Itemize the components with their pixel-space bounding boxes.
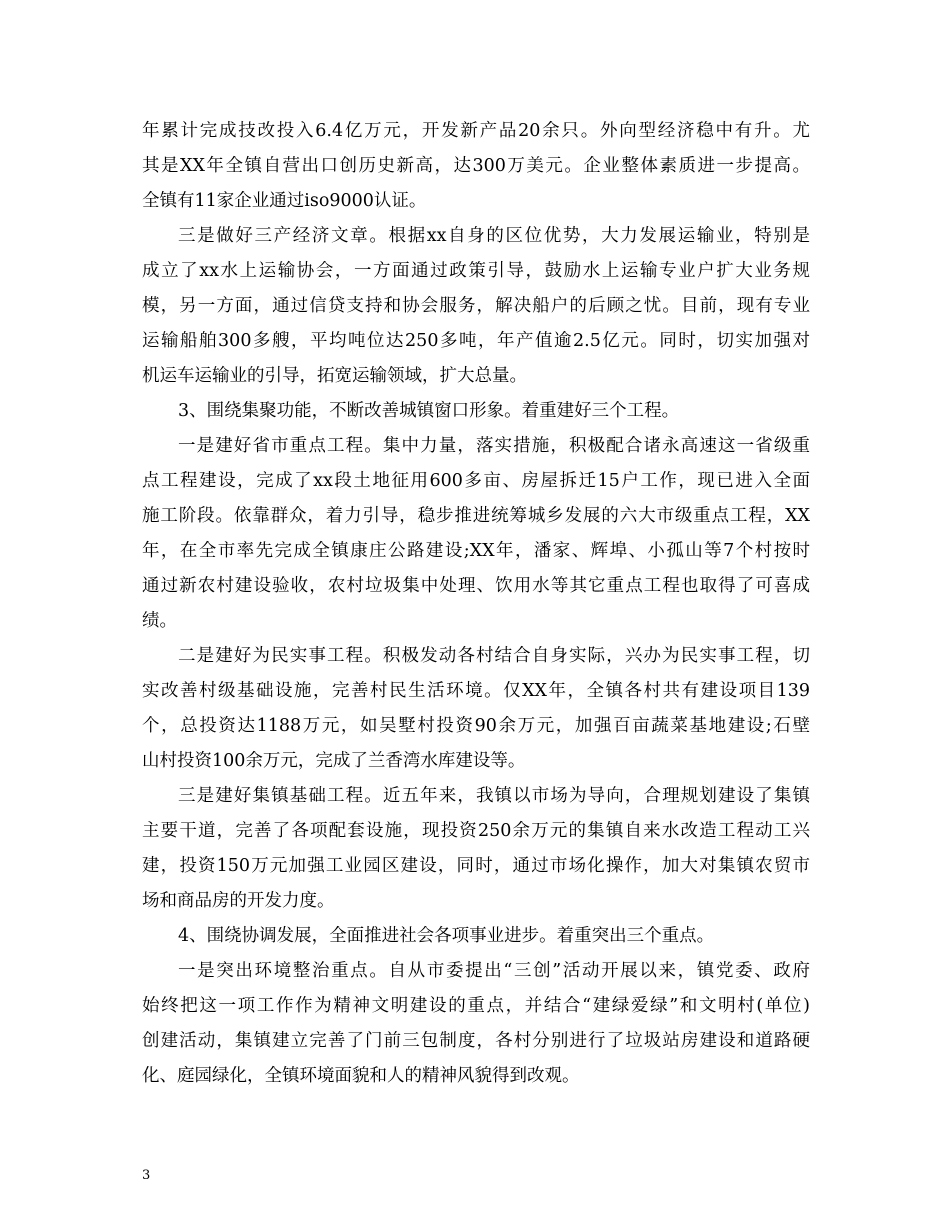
- text-line: 实改善村级基础设施，完善村民生活环境。仅XX年，全镇各村共有建设项目139: [142, 681, 810, 701]
- text-line: 创建活动，集镇建立完善了门前三包制度，各村分别进行了垃圾站房建设和道路硬: [142, 1031, 810, 1051]
- text-line: 山村投资100余万元，完成了兰香湾水库建设等。: [142, 751, 526, 771]
- text-line: 个，总投资达1188万元，如吴墅村投资90余万元，加强百亩蔬菜基地建设;石壁: [142, 716, 810, 736]
- text-line: 三是做好三产经济文章。根据xx自身的区位优势，大力发展运输业，特别是: [178, 226, 810, 246]
- text-line: 主要干道，完善了各项配套设施，现投资250余万元的集镇自来水改造工程动工兴: [142, 821, 810, 841]
- text-line: 成立了xx水上运输协会，一方面通过政策引导，鼓励水上运输专业户扩大业务规: [142, 261, 810, 281]
- body-text: [142, 114, 810, 1094]
- text-line: 建，投资150万元加强工业园区建设，同时，通过市场化操作，加大对集镇农贸市: [142, 856, 810, 876]
- text-line: 一是建好省市重点工程。集中力量，落实措施，积极配合诸永高速这一省级重: [178, 436, 810, 456]
- text-line: 其是XX年全镇自营出口创历史新高，达300万美元。企业整体素质进一步提高。: [142, 156, 810, 176]
- text-line: 三是建好集镇基础工程。近五年来，我镇以市场为导向，合理规划建设了集镇: [178, 786, 810, 806]
- text-line: 模，另一方面，通过信贷支持和协会服务，解决船户的后顾之忧。目前，现有专业: [142, 296, 810, 316]
- page-number: 3: [142, 1168, 151, 1183]
- text-line: 化、庭园绿化，全镇环境面貌和人的精神风貌得到改观。: [142, 1066, 580, 1086]
- text-line: 全镇有11家企业通过iso9000认证。: [142, 191, 427, 211]
- text-line: 运输船舶300多艘，平均吨位达250多吨，年产值逾2.5亿元。同时，切实加强对: [142, 331, 810, 351]
- section-heading: 4、围绕协调发展，全面推进社会各项事业进步。着重突出三个重点。: [178, 926, 715, 946]
- text-line: 场和商品房的开发力度。: [142, 891, 335, 911]
- text-line: 年累计完成技改投入6.4亿万元，开发新产品20余只。外向型经济稳中有升。尤: [142, 121, 810, 141]
- text-line: 年，在全市率先完成全镇康庄公路建设;XX年，潘家、辉埠、小孤山等7个村按时: [142, 541, 810, 561]
- text-line: 绩。: [142, 611, 177, 631]
- text-line: 机运车运输业的引导，拓宽运输领域，扩大总量。: [142, 366, 527, 386]
- text-line: 二是建好为民实事工程。积极发动各村结合自身实际，兴办为民实事工程，切: [178, 646, 810, 666]
- text-line: 点工程建设，完成了xx段土地征用600多亩、房屋拆迁15户工作，现已进入全面: [142, 471, 810, 491]
- text-line: 一是突出环境整治重点。自从市委提出“三创”活动开展以来，镇党委、政府: [178, 961, 810, 981]
- section-heading: 3、围绕集聚功能，不断改善城镇窗口形象。着重建好三个工程。: [178, 401, 680, 421]
- text-line: 施工阶段。依靠群众，着力引导，稳步推进统筹城乡发展的六大市级重点工程，XX: [142, 506, 810, 526]
- text-line: 始终把这一项工作作为精神文明建设的重点，并结合“建绿爱绿”和文明村(单位): [142, 996, 810, 1016]
- text-line: 通过新农村建设验收，农村垃圾集中处理、饮用水等其它重点工程也取得了可喜成: [142, 576, 810, 596]
